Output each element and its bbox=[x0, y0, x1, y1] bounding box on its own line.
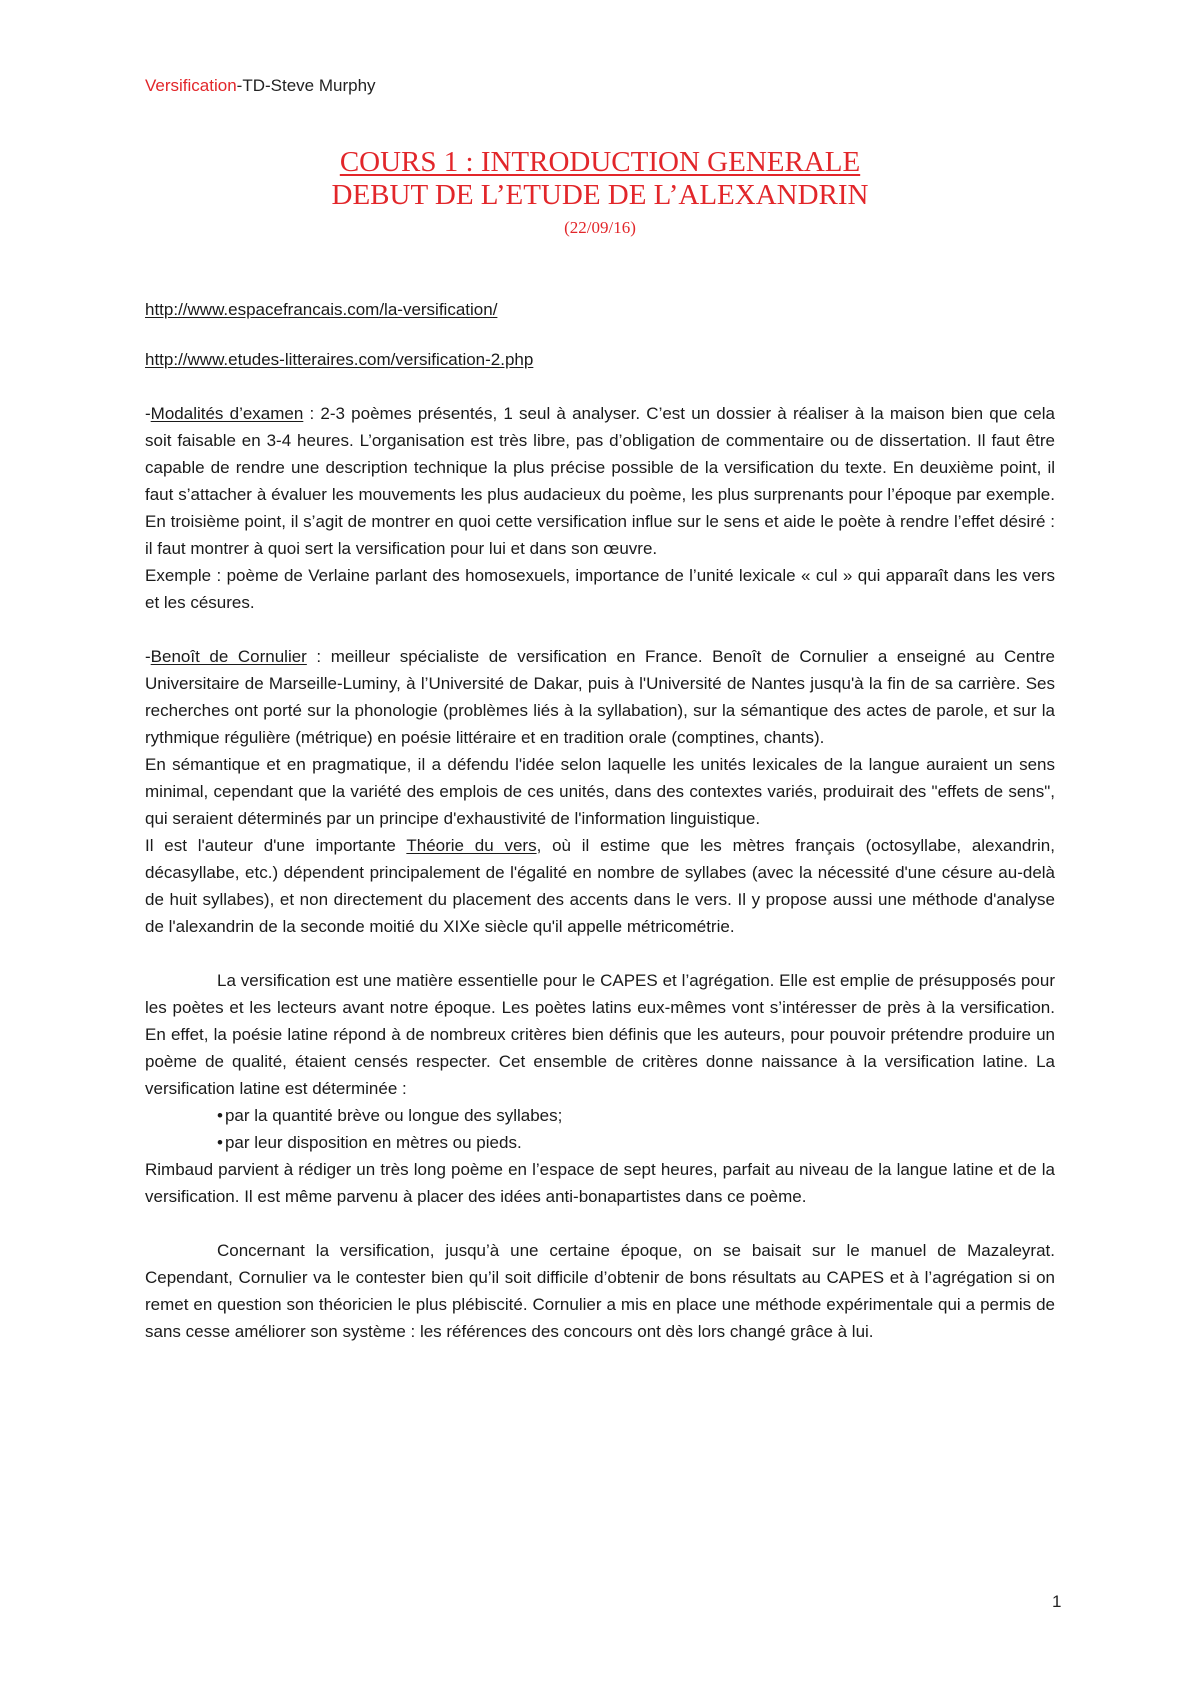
document-body bbox=[145, 400, 1055, 1345]
text-theorie-before: Il est l'auteur d'une importante bbox=[145, 836, 407, 855]
link-theorie-du-vers[interactable]: Théorie du vers bbox=[406, 836, 537, 855]
spacer bbox=[145, 1210, 1055, 1237]
label-modalites: Modalités d’examen bbox=[150, 404, 304, 423]
header-course-name: Versification bbox=[145, 76, 237, 95]
running-header bbox=[145, 76, 376, 96]
link-etudes-litteraires[interactable]: http://www.etudes-litteraires.com/versification-2.php bbox=[145, 350, 534, 369]
list-item: • par leur disposition en mètres ou pieds. bbox=[217, 1129, 1055, 1156]
spacer bbox=[145, 940, 1055, 967]
page-number: 1 bbox=[1052, 1592, 1062, 1611]
paragraph-exemple: Exemple : poème de Verlaine parlant des homosexuels, importance de l’unité lexicale « cul » qui apparaît dans les vers et les césures. bbox=[145, 566, 1055, 612]
header-course-details: -TD-Steve Murphy bbox=[236, 76, 376, 95]
label-cornulier: Benoît de Cornulier bbox=[150, 647, 307, 666]
dash: - bbox=[145, 647, 151, 666]
paragraph-versification-latine: La versification est une matière essentielle pour le CAPES et l’agrégation. Elle est emplie de présupposés pour les poètes et les lecteurs avant notre époque. Les poètes latins eux-mêmes vont s’intéresser de près à la versification. En effet, la poésie latine répond à de nombreux critères bien définis que les auteurs, pour pouvoir prétendre produire un poème de qualité, étaient censés respecter. Cet ensemble de critères donne naissance à la versification latine. La versification latine est déterminée : bbox=[145, 971, 1055, 1098]
text-modalites: : 2-3 poèmes présentés, 1 seul à analyser. C’est un dossier à réaliser à la maison bien que cela soit faisable en 3-4 heures. L’organisation est très libre, pas d’obligation de commentaire ou de dissertation. Il faut être capable de rendre une description technique la plus précise possible de la versification du texte. En deuxième point, il faut s’attacher à évaluer les mouvements les plus audacieux du poème, les plus surprenants pour l’époque par exemple. En troisième point, il s’agit de montrer en quoi cette versification influe sur le sens et aide le poète à rendre l’effet désiré : il faut montrer à quoi sert la versification pour lui et dans son œuvre. bbox=[145, 404, 1055, 558]
lecture-date: (22/09/16) bbox=[564, 218, 636, 237]
text-theorie-after: , où il estime que les mètres français (octosyllabe, alexandrin, décasyllabe, etc.) dépendent principalement de l'égalité en nombre de syllabes (avec la nécessité d'une césure au-delà de huit syllabes), et non directement du placement des accents dans le vers. Il y propose aussi une méthode d'analyse de l'alexandrin de la seconde moitié du XIXe siècle qu'il appelle métricométrie. bbox=[145, 836, 1055, 936]
page-subtitle: DEBUT DE L’ETUDE DE L’ALEXANDRIN bbox=[331, 179, 869, 211]
paragraph-modalites bbox=[145, 400, 1055, 562]
paragraph-mazaleyrat: Concernant la versification, jusqu’à une certaine époque, on se baisait sur le manuel de Mazaleyrat. Cependant, Cornulier va le contester bien qu’il soit difficile d’obtenir de bons résultats au CAPES et à l’agrégation si on remet en question son théoricien le plus plébiscité. Cornulier a mis en place une méthode expérimentale qui a permis de sans cesse améliorer son système : les références des concours ont dès lors changé grâce à lui. bbox=[145, 1241, 1055, 1341]
paragraph-theorie bbox=[145, 832, 1055, 940]
dash: - bbox=[145, 404, 151, 423]
paragraph-cornulier bbox=[145, 643, 1055, 751]
link-espacefrancais[interactable]: http://www.espacefrancais.com/la-versification/ bbox=[145, 300, 498, 319]
spacer bbox=[145, 616, 1055, 643]
paragraph-semantique: En sémantique et en pragmatique, il a défendu l'idée selon laquelle les unités lexicales de la langue auraient un sens minimal, cependant que la variété des emplois de ces unités, dans des contextes variés, produirait des "effets de sens", qui seraient déterminés par un principe d'exhaustivité de l'information linguistique. bbox=[145, 755, 1055, 828]
bullet-list bbox=[145, 1102, 1055, 1156]
page-title: COURS 1 : INTRODUCTION GENERALE bbox=[339, 146, 861, 178]
text-cornulier: : meilleur spécialiste de versification en France. Benoît de Cornulier a enseigné au Centre Universitaire de Marseille-Luminy, à l’Université de Dakar, puis à l'Université de Nantes jusqu'à la fin de sa carrière. Ses recherches ont porté sur la phonologie (problèmes liés à la syllabation), sur la sémantique des actes de parole, et sur la rythmique régulière (métrique) en poésie littéraire et en tradition orale (comptines, chants). bbox=[145, 647, 1055, 747]
title-block bbox=[145, 146, 1055, 240]
list-item: • par la quantité brève ou longue des syllabes; bbox=[217, 1102, 1055, 1129]
paragraph-rimbaud: Rimbaud parvient à rédiger un très long poème en l’espace de sept heures, parfait au niveau de la langue latine et de la versification. Il est même parvenu à placer des idées anti-bonapartistes dans ce poème. bbox=[145, 1160, 1055, 1206]
